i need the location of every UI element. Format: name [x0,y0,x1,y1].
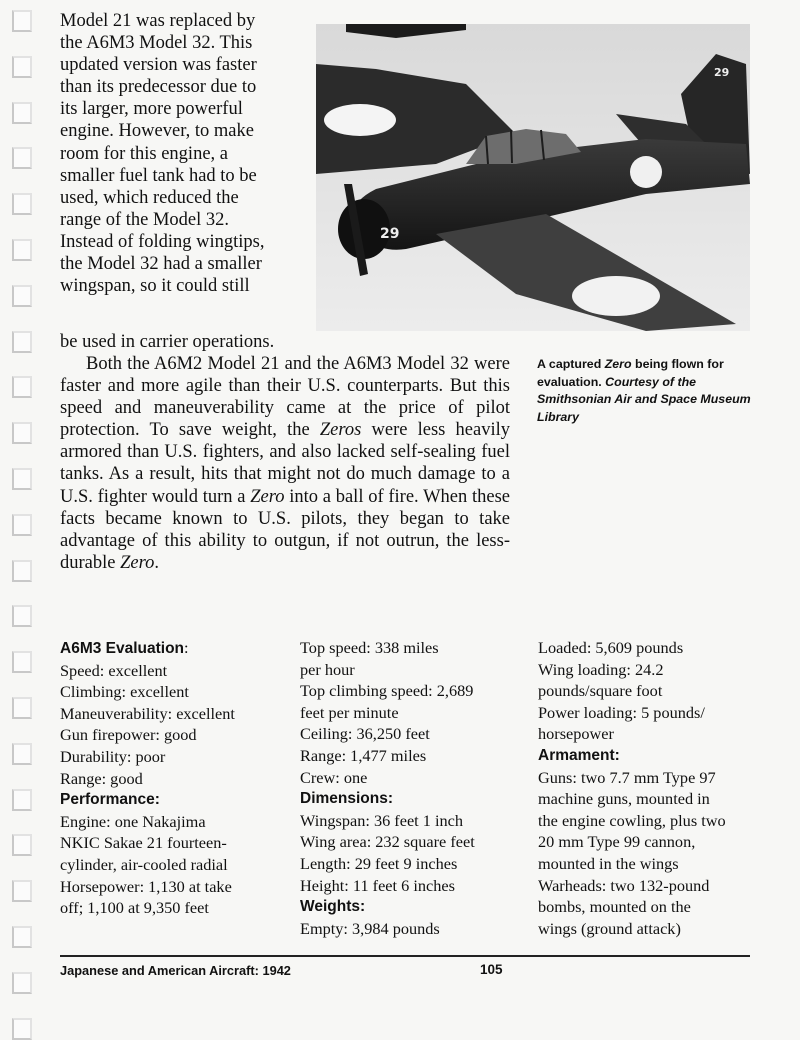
intro-line: its larger, more powerful [60,99,243,120]
binding-hole [12,514,32,536]
binding-hole [12,1018,32,1040]
binding-hole [12,789,32,811]
spec-line: off; 1,100 at 9,350 feet [60,898,209,918]
spec-line: Wing area: 232 square feet [300,832,475,852]
spec-line: bombs, mounted on the [538,897,691,917]
spec-line: Power loading: 5 pounds/ [538,702,705,722]
italic-term: Zero [250,486,285,507]
spec-line: Horsepower: 1,130 at take [60,876,232,896]
binding-hole [12,468,32,490]
spec-line: cylinder, air-cooled radial [60,854,228,874]
evaluation-heading-line [60,637,280,660]
binding-hole [12,147,32,169]
spec-line: Engine: one Nakajima [60,811,206,831]
spec-line: Empty: 3,984 pounds [300,918,440,938]
spec-column-3 [538,637,758,939]
photo-caption [537,356,752,426]
intro-line: Instead of folding wingtips, [60,231,265,252]
intro-last-line: be used in carrier operations. [60,332,275,352]
intro-line: smaller fuel tank had to be [60,165,257,186]
spec-line: Height: 11 feet 6 inches [300,875,455,895]
binding-hole [12,880,32,902]
binding-hole [12,834,32,856]
binding-hole [12,651,32,673]
binding-hole [12,193,32,215]
spec-line: Loaded: 5,609 pounds [538,638,684,657]
zero-aircraft-photo [316,24,750,331]
spec-line: Length: 29 feet 9 inches [300,853,458,873]
footer-rule [60,955,750,957]
intro-line: updated version was faster [60,55,257,76]
spec-line: Guns: two 7.7 mm Type 97 [538,767,716,787]
binding-hole [12,56,32,78]
binding-hole [12,972,32,994]
spec-column-1 [60,637,280,919]
text-run: Both the A6M2 Model 21 and the A6M3 Model 32 were faster and more agile than their U.S. counterparts. But this speed and maneuverability came at the price of pilot protection. To save weight, the [60,354,510,441]
evaluation-colon: : [184,638,189,657]
weights-heading: Weights: [300,898,366,916]
binding-hole [12,605,32,627]
spec-line: Climbing: excellent [60,682,189,702]
spec-line: Maneuverability: excellent [60,703,235,723]
caption-italic-term: Zero [604,357,632,371]
tail-number: 29 [714,66,730,79]
spec-line: Wingspan: 36 feet 1 inch [300,810,464,830]
italic-term: Zeros [319,420,362,441]
binding-hole [12,560,32,582]
intro-line: engine. However, to make [60,121,254,142]
spec-line: wings (ground attack) [538,918,681,938]
intro-line: than its predecessor due to [60,77,257,98]
intro-paragraph [60,10,296,297]
binding-hole [12,926,32,948]
italic-term: Zero [120,552,155,573]
spec-line: Speed: excellent [60,660,168,680]
caption-text: being flown for evaluation. [537,357,724,389]
binding-hole [12,376,32,398]
spec-column-2 [300,637,520,939]
intro-line: room for this engine, a [60,143,228,164]
spec-line: mounted in the wings [538,853,679,873]
spec-line: Top speed: 338 miles [300,638,439,657]
binding-hole [12,331,32,353]
spec-line: pounds/square foot [538,681,663,701]
page-number: 105 [480,962,503,977]
spec-line: Warheads: two 132-pound [538,875,710,895]
binding-hole [12,422,32,444]
intro-line: Model 21 was replaced by [60,11,256,31]
spec-line: the engine cowling, plus two [538,810,726,830]
binding-hole [12,102,32,124]
caption-text: A captured [537,357,605,371]
spec-line: Ceiling: 36,250 feet [300,724,430,744]
spec-line: Wing loading: 24.2 [538,659,664,679]
spec-line: Durability: poor [60,746,166,766]
dimensions-heading: Dimensions: [300,790,394,808]
spec-line: 20 mm Type 99 cannon, [538,832,696,852]
intro-line: range of the Model 32. [60,209,230,230]
spec-line: Crew: one [300,767,368,787]
intro-line: the Model 32 had a smaller [60,254,262,275]
spec-line: Range: 1,477 miles [300,745,427,765]
footer-title: Japanese and American Aircraft: 1942 [60,963,291,978]
text-run: . [154,552,159,573]
spec-line: per hour [300,659,355,679]
text-run: into a ball of fire. When these facts became known to U.S. pilots, they began to take advantage of this ability to outgun, if not outrun, the less-durable [60,486,510,573]
spec-line: NKIC Sakae 21 fourteen- [60,833,227,853]
spec-line: Gun firepower: good [60,725,197,745]
intro-line: wingspan, so it could still [60,276,250,297]
spec-line: feet per minute [300,702,399,722]
intro-line: used, which reduced the [60,187,239,208]
spec-line: Range: good [60,768,143,788]
binding-edge [0,0,40,1033]
binding-hole [12,10,32,32]
binding-hole [12,697,32,719]
body-paragraph [60,353,510,574]
binding-hole [12,743,32,765]
spec-line: horsepower [538,724,614,744]
binding-hole [12,239,32,261]
armament-heading: Armament: [538,746,620,764]
caption-credit: Courtesy of the Smithsonian Air and Space Museum Library [537,374,751,424]
binding-hole [12,285,32,307]
intro-line: the A6M3 Model 32. This [60,33,253,54]
spec-line: Top climbing speed: 2,689 [300,681,474,701]
text-run: were less heavily armored than U.S. fighters, and also lacked self-sealing fuel tanks. As a result, hits that might not do much damage to a U.S. fighter would turn a [60,420,510,507]
nose-number: 29 [380,226,400,242]
spec-line: machine guns, mounted in [538,789,710,809]
evaluation-heading: A6M3 Evaluation [60,640,185,657]
performance-heading: Performance: [60,791,160,809]
